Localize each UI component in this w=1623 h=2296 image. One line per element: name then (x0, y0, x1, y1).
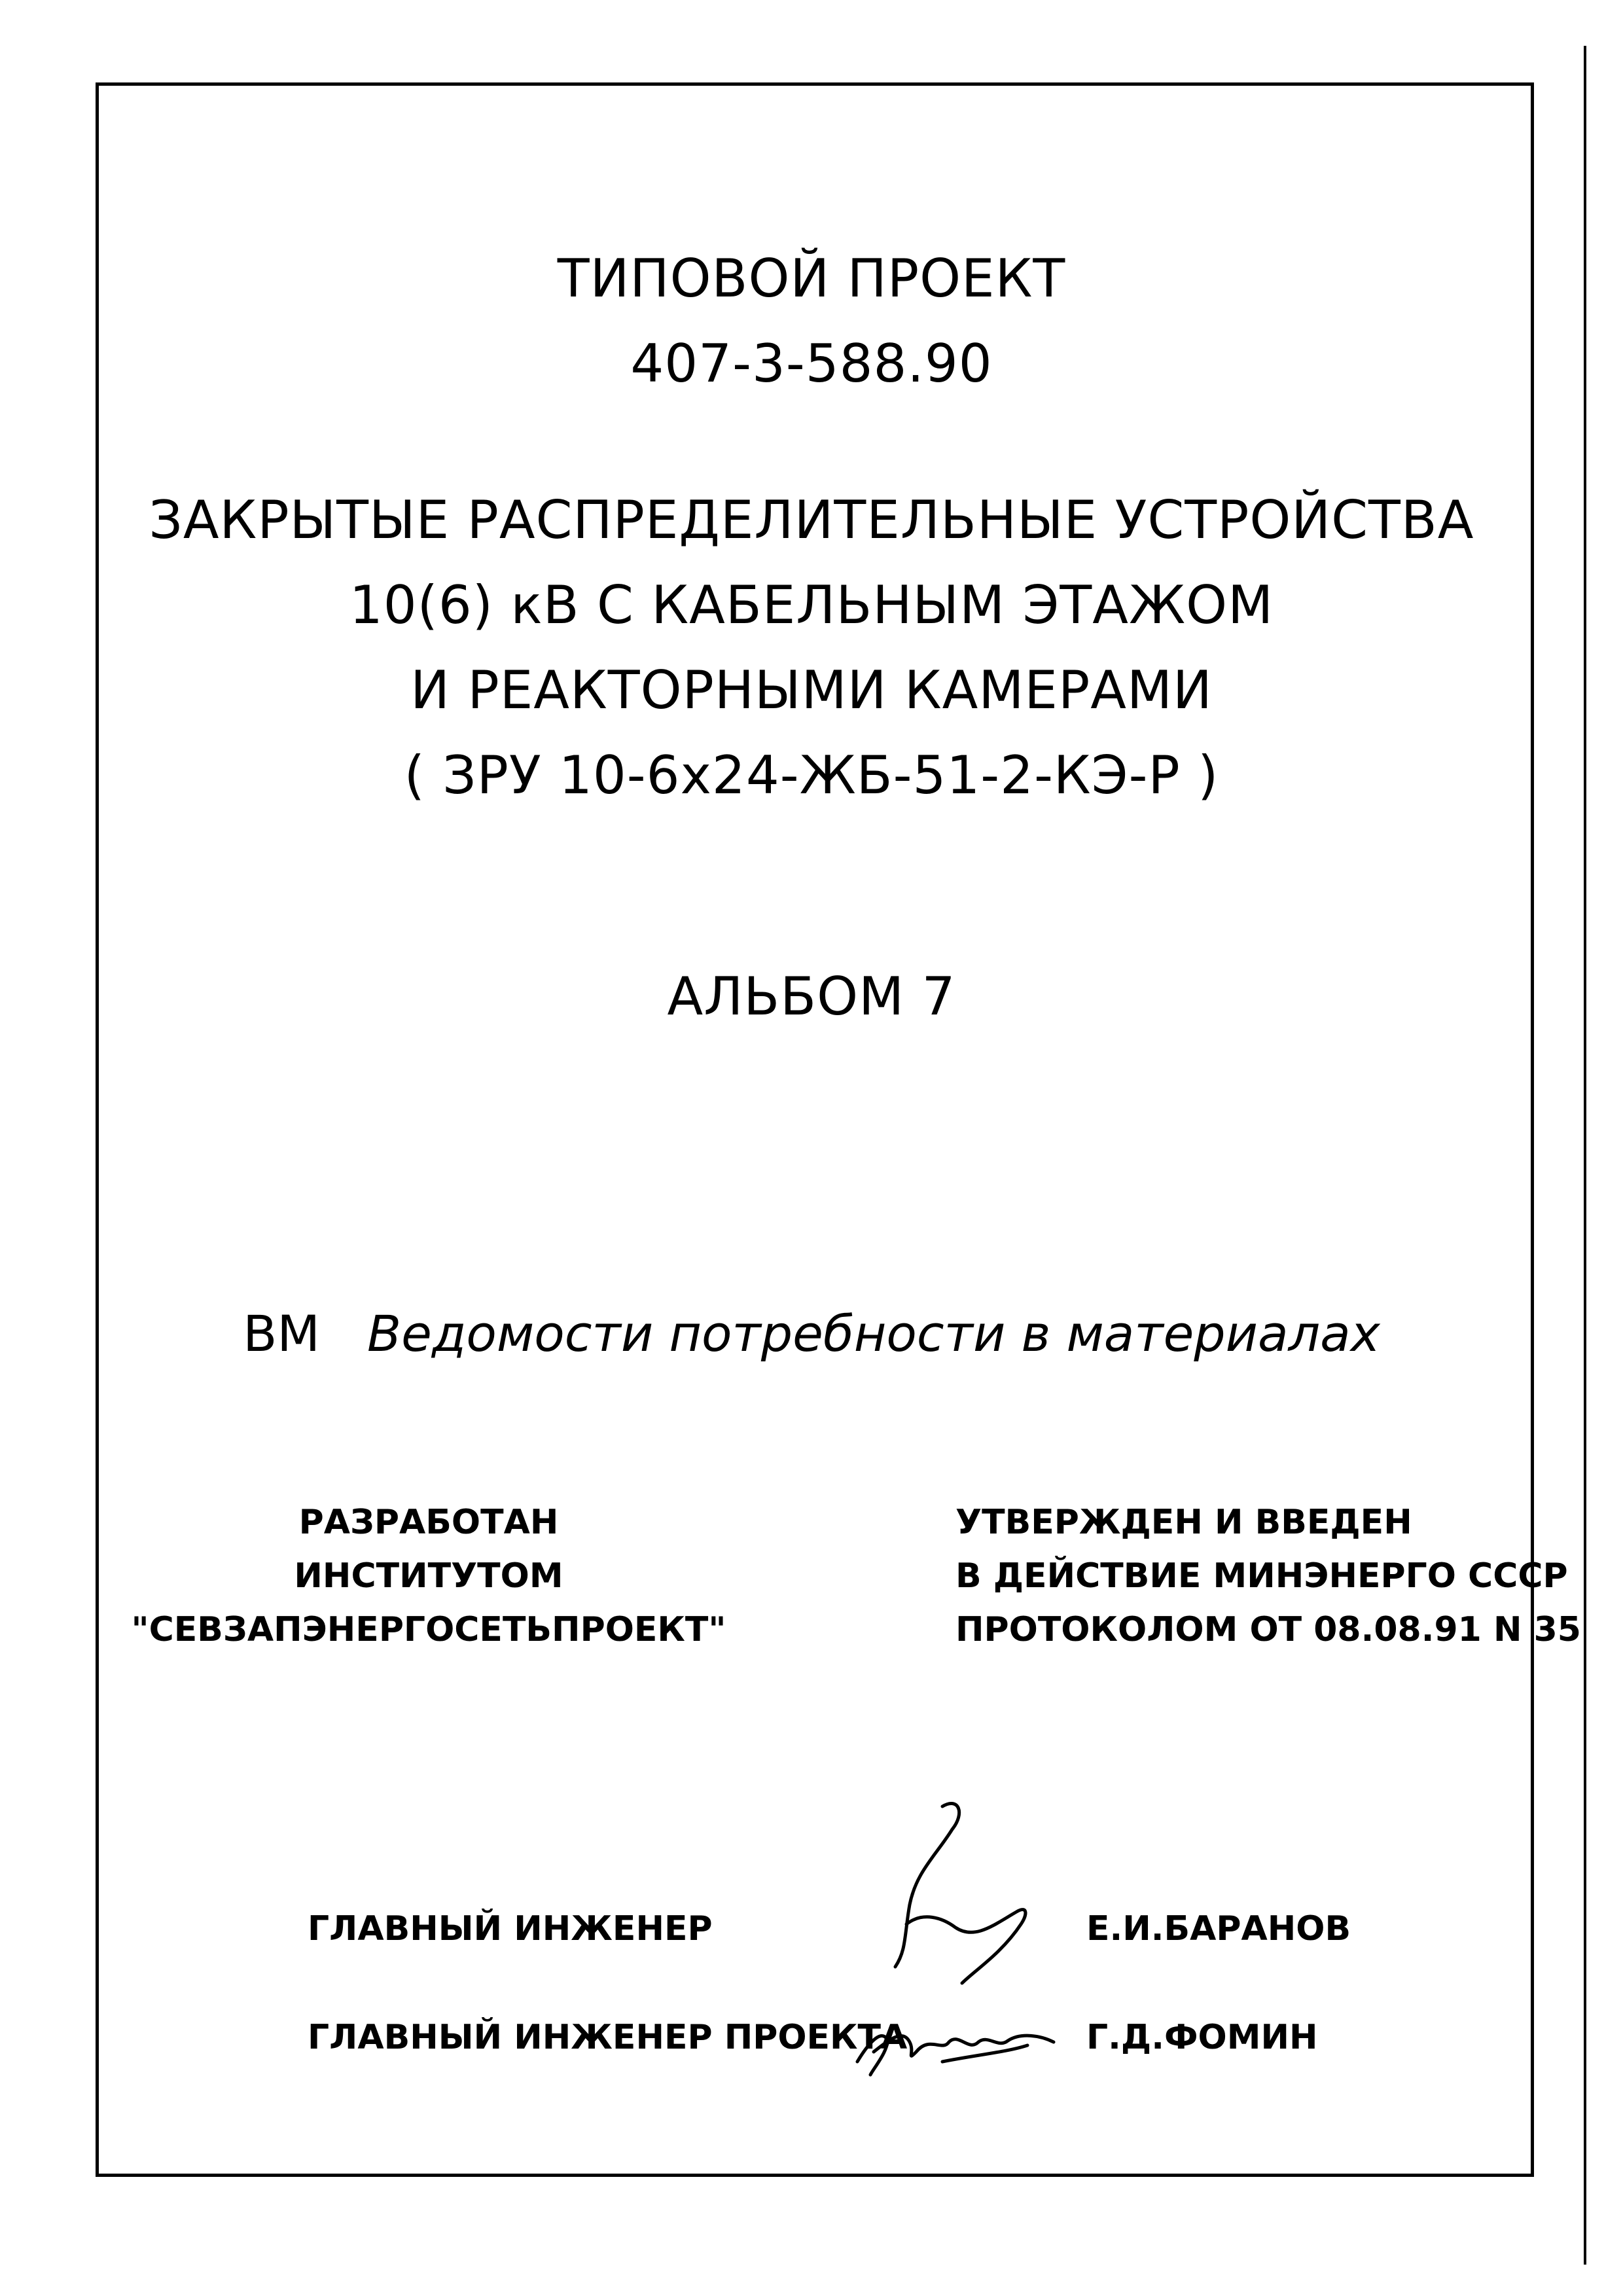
developer-block (128, 1496, 730, 1657)
section-description: Ведомости потребности в материалах (366, 1304, 1380, 1363)
title-line-4: ( ЗРУ 10-6х24-ЖБ-51-2-КЭ-Р ) (404, 745, 1219, 806)
title-line-1: ЗАКРЫТЫЕ РАСПРЕДЕЛИТЕЛЬНЫЕ УСТРОЙСТВА (149, 490, 1474, 550)
developer-line-3: "СЕВЗАПЭНЕРГОСЕТЬПРОЕКТ" (131, 1610, 726, 1649)
approval-line-1: УТВЕРЖДЕН И ВВЕДЕН (955, 1503, 1412, 1542)
project-engineer-name: Г.Д.ФОМИН (1086, 2018, 1318, 2057)
approval-line-2: В ДЕЙСТВИЕ МИНЭНЕРГО СССР (955, 1556, 1568, 1596)
approval-line-3: ПРОТОКОЛОМ ОТ 08.08.91 N 35 (955, 1610, 1581, 1649)
section-designation (0, 1302, 1623, 1365)
project-type: ТИПОВОЙ ПРОЕКТ (557, 248, 1066, 309)
page-frame (96, 82, 1534, 2177)
project-engineer-role: ГЛАВНЫЙ ИНЖЕНЕР ПРОЕКТА (308, 2018, 908, 2057)
title-line-2: 10(6) кВ С КАБЕЛЬНЫМ ЭТАЖОМ (349, 575, 1274, 636)
signature-project-engineer (844, 1990, 1067, 2088)
album-number: АЛЬБОМ 7 (667, 966, 956, 1027)
project-number: 407-3-588.90 (630, 333, 993, 394)
developer-line-1: РАЗРАБОТАН (298, 1503, 559, 1542)
signature-chief-engineer (844, 1793, 1067, 1990)
section-code: ВМ (243, 1304, 320, 1363)
title-line-3: И РЕАКТОРНЫМИ КАМЕРАМИ (410, 660, 1213, 721)
approval-block (955, 1496, 1584, 1657)
developer-line-2: ИНСТИТУТОМ (294, 1556, 563, 1596)
chief-engineer-role: ГЛАВНЫЙ ИНЖЕНЕР (308, 1909, 713, 1948)
chief-engineer-name: Е.И.БАРАНОВ (1086, 1909, 1351, 1948)
